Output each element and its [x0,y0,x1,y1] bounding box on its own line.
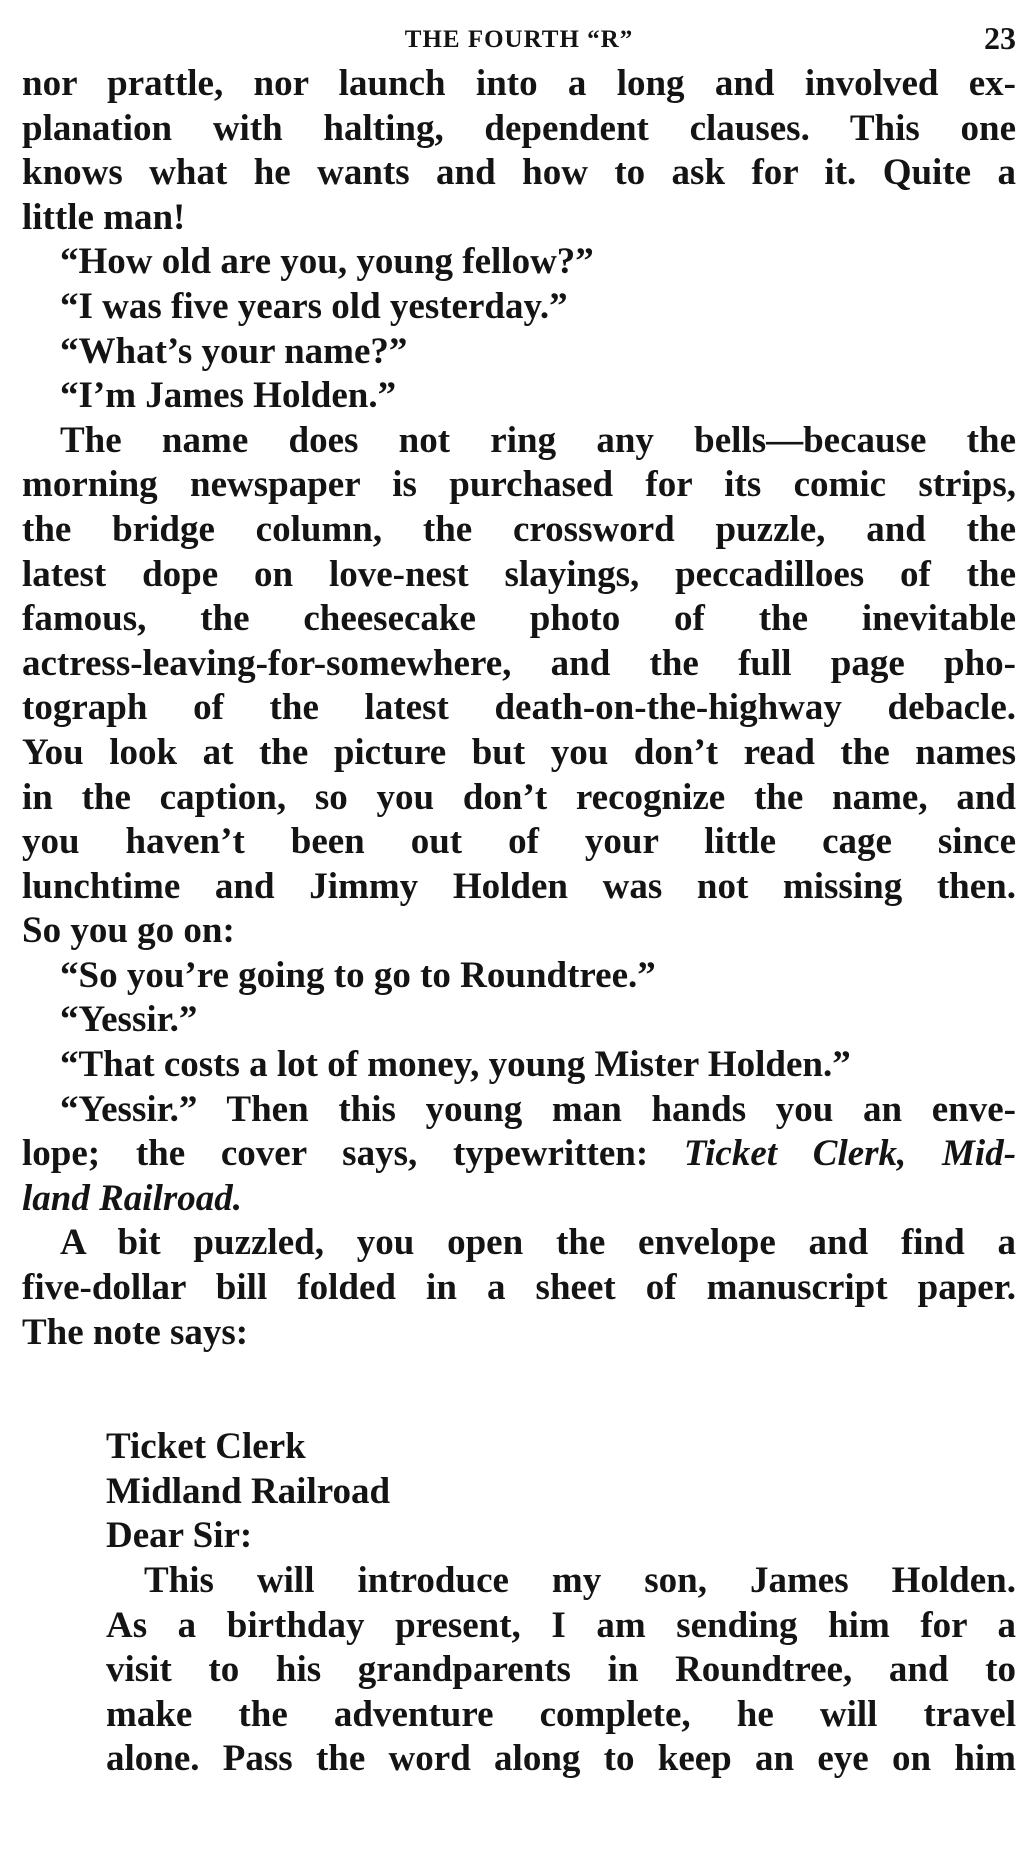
dialogue-line: “I was five years old yesterday.” [60,285,568,327]
letter-line: Dear Sir: [106,1515,253,1557]
text-line: A bit puzzled, you open the envelope and find a [60,1222,1016,1264]
letter-line: visit to his grandparents in Roundtree, and to [106,1649,1016,1691]
text-span: lope; the cover says, typewritten: [22,1133,649,1175]
text-line: the bridge column, the crossword puzzle, and the [22,508,1016,550]
letter-line: alone. Pass the word along to keep an eye on him [106,1738,1016,1780]
section-gap [22,1355,1016,1425]
text-line: tograph of the latest death-on-the-highway debacle. [22,687,1016,729]
letter-line: make the adventure complete, he will travel [106,1693,1016,1735]
text-line [22,1132,1016,1177]
dialogue-line: “Yessir.” [60,999,198,1041]
text-line: little man! [22,196,186,238]
text-line: actress-leaving-for-somewhere, and the full page pho- [22,642,1016,684]
text-line [22,1177,1016,1222]
text-line: famous, the cheesecake photo of the inevitable [22,598,1016,640]
book-page [22,0,1016,1868]
text-line: The name does not ring any bells—because the [60,419,1016,461]
text-line: The note says: [22,1311,249,1353]
page-number: 23 [984,20,1016,56]
text-line: lunchtime and Jimmy Holden was not missing then. [22,865,1016,907]
text-line: latest dope on love-nest slayings, peccadilloes of the [22,553,1016,595]
text-line: in the caption, so you don’t recognize the name, and [22,776,1016,818]
text-line: knows what he wants and how to ask for it. Quite a [22,152,1016,194]
text-line: you haven’t been out of your little cage since [22,821,1016,863]
text-line: morning newspaper is purchased for its comic strips, [22,464,1016,506]
letter-line: This will introduce my son, James Holden. [144,1560,1016,1601]
text-line: “Yessir.” Then this young man hands you an enve- [60,1088,1016,1130]
running-title: THE FOURTH “R” [404,26,634,53]
text-line: five-dollar bill folded in a sheet of manuscript paper. [22,1267,1016,1309]
italic-address: Ticket Clerk, Mid- [683,1133,1017,1175]
letter-line: Midland Railroad [106,1470,391,1512]
dialogue-line: “So you’re going to go to Roundtree.” [60,954,656,996]
text-line: nor prattle, nor launch into a long and involved ex- [22,63,1016,104]
letter-line: As a birthday present, I am sending him for a [106,1604,1016,1646]
text-line: planation with halting, dependent clauses. This one [22,107,1016,149]
dialogue-line: “How old are you, young fellow?” [60,241,594,283]
text-line: You look at the picture but you don’t read the names [22,731,1016,773]
dialogue-line: “I’m James Holden.” [60,375,397,417]
letter-line: Ticket Clerk [106,1426,306,1468]
dialogue-line: “What’s your name?” [60,330,408,372]
running-head [22,0,1016,62]
body-text [22,62,1016,1782]
text-line: So you go on: [22,910,235,952]
letter-block [22,1425,1016,1782]
italic-address: land Railroad. [22,1177,242,1219]
dialogue-line: “That costs a lot of money, young Mister Holden.” [60,1044,851,1086]
